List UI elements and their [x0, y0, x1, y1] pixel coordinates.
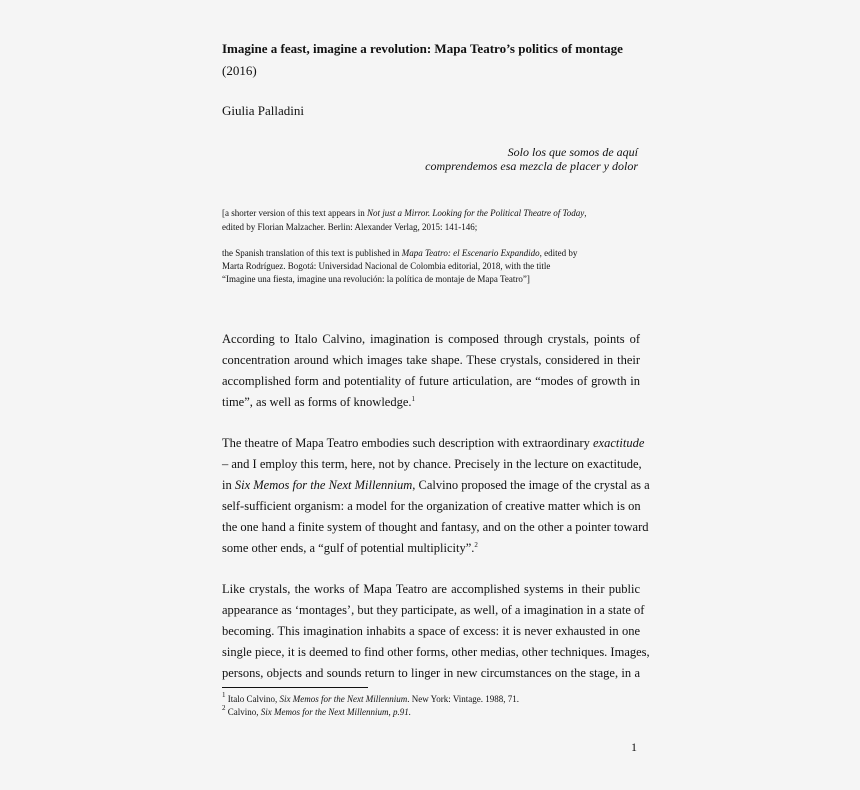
footnote-divider	[222, 687, 368, 688]
footnote-2: $^2$ Calvino, Six Memos for the Next Millennium, p.91.	[222, 704, 411, 717]
body-line: Like crystals, the works of Mapa Teatro are accomplished systems in their public	[222, 582, 640, 596]
epigraph-line-1: Solo los que somos de aquí	[507, 145, 638, 159]
footnote-ref[interactable]: 1	[411, 395, 416, 403]
footnote-ref[interactable]: 2	[474, 541, 478, 549]
publication-note-line: Marta Rodríguez. Bogotá: Universidad Nacional de Colombia editorial, 2018, with the title	[222, 261, 551, 271]
body-line: time”, as well as forms of knowledge.$^1$	[222, 395, 416, 409]
body-line: in Six Memos for the Next Millennium, Calvino proposed the image of the crystal as a	[222, 478, 650, 492]
paper-title: Imagine a feast, imagine a revolution: Mapa Teatro’s politics of montage	[222, 41, 623, 56]
body-line: becoming. This imagination inhabits a space of excess: it is never exhausted in one	[222, 624, 640, 638]
body-line: The theatre of Mapa Teatro embodies such description with extraordinary exactitude	[222, 436, 645, 450]
body-line: persons, objects and sounds return to linger in new circumstances on the stage, in a	[222, 666, 640, 680]
body-line: the one hand a finite system of thought and fantasy, and on the other a pointer toward	[222, 520, 649, 534]
publication-note-line: the Spanish translation of this text is published in Mapa Teatro: el Escenario Expandido, edited by	[222, 248, 578, 258]
body-line: some other ends, a “gulf of potential multiplicity”.$^2$	[222, 541, 478, 555]
publication-note-line: [a shorter version of this text appears in Not just a Mirror. Looking for the Political Theatre of Today,	[222, 208, 587, 218]
publication-note-line: “Imagine una fiesta, imagine una revolución: la política de montaje de Mapa Teatro”]	[222, 274, 530, 284]
publication-note-line: edited by Florian Malzacher. Berlin: Alexander Verlag, 2015: 141-146;	[222, 222, 478, 232]
epigraph-line-2: comprendemos esa mezcla de placer y dolor	[425, 159, 638, 173]
body-line: According to Italo Calvino, imagination is composed through crystals, points of	[222, 332, 640, 346]
paper-year: (2016)	[222, 63, 257, 78]
footnote-1: $^1$ Italo Calvino, Six Memos for the Next Millennium. New York: Vintage. 1988, 71.	[222, 691, 520, 704]
body-line: single piece, it is deemed to find other forms, other medias, other techniques. Images,	[222, 645, 650, 659]
author-name: Giulia Palladini	[222, 103, 304, 118]
body-line: concentration around which images take shape. These crystals, considered in their	[222, 353, 640, 367]
body-line: self-sufficient organism: a model for the organization of creative matter which is on	[222, 499, 641, 513]
body-line: appearance as ‘montages’, but they participate, as well, of a imagination in a state of	[222, 603, 645, 617]
page-number: 1	[631, 740, 637, 754]
body-line: – and I employ this term, here, not by chance. Precisely in the lecture on exactitude,	[222, 457, 642, 471]
body-line: accomplished form and potentiality of future articulation, are “modes of growth in	[222, 374, 640, 388]
